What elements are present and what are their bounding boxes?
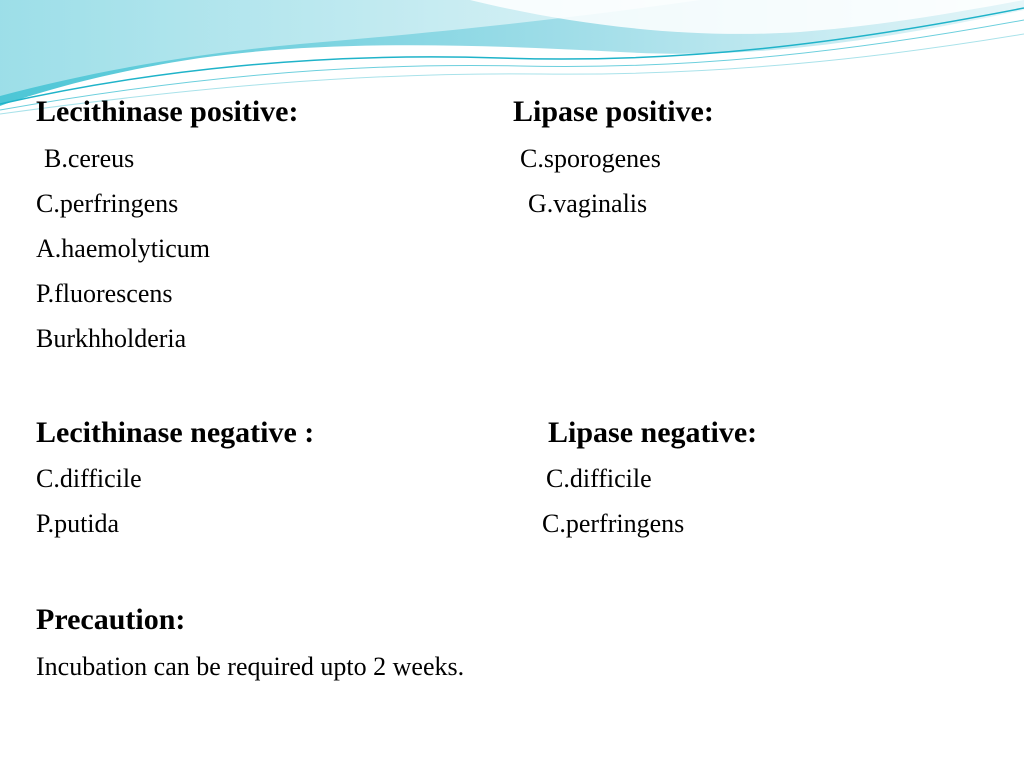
lecithinase-positive-item: C.perfringens bbox=[36, 189, 179, 218]
lipase-negative-item: C.difficile bbox=[546, 464, 652, 493]
lecithinase-positive-item: P.fluorescens bbox=[36, 279, 173, 308]
lipase-positive-item: G.vaginalis bbox=[528, 189, 648, 218]
lecithinase-negative-item: P.putida bbox=[36, 509, 120, 538]
lipase-negative-heading: Lipase negative: bbox=[548, 416, 758, 449]
lecithinase-positive-item: Burkhholderia bbox=[36, 324, 187, 353]
lecithinase-negative-heading: Lecithinase negative : bbox=[36, 416, 315, 449]
lecithinase-positive-heading: Lecithinase positive: bbox=[36, 95, 299, 128]
lipase-negative-item: C.perfringens bbox=[542, 509, 685, 538]
lipase-positive-heading: Lipase positive: bbox=[513, 95, 714, 128]
precaution-heading: Precaution: bbox=[36, 603, 186, 636]
precaution-text: Incubation can be required upto 2 weeks. bbox=[36, 652, 465, 681]
lecithinase-positive-item: B.cereus bbox=[44, 144, 135, 173]
lecithinase-negative-item: C.difficile bbox=[36, 464, 142, 493]
lipase-positive-item: C.sporogenes bbox=[520, 144, 661, 173]
lecithinase-positive-item: A.haemolyticum bbox=[36, 234, 211, 263]
